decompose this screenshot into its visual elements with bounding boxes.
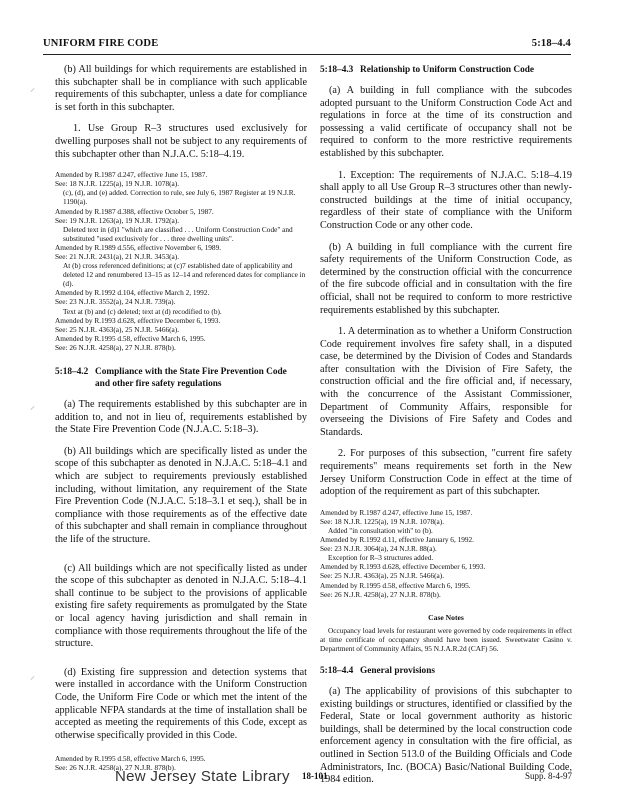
paragraph: (d) Existing fire suppression and detection systems that were installed in accordance with the Uniform Construction Code, the Uniform Fire Code or which met the intent of the applicable NFPA standards at the time of installation shall be accepted as meeting the requirements of this Code, except as otherwise specifically provided in this Code. — [55, 666, 307, 741]
paragraph: (b) All buildings for which requirements are established in this subchapter shall be in compliance with such applicable requirements of this subchapter, unless a date for compliance is set forth in this subchapter. — [55, 64, 307, 113]
amendment-line: Text at (b) and (c) deleted; text at (d) recodified to (b). — [63, 306, 222, 316]
amendment-line: See: 26 N.J.R. 4258(a), 27 N.J.R. 878(b). — [55, 342, 176, 352]
amendment-line: Amended by R.1995 d.58, effective March 6, 1995. — [55, 754, 206, 764]
amendment-line: See: 23 N.J.R. 3064(a), 24 N.J.R. 88(a). — [320, 544, 437, 554]
section-title: General provisions — [360, 666, 435, 677]
running-header — [43, 38, 571, 54]
amendment-line: Added "in consultation with" to (b). — [328, 526, 433, 535]
amendment-history — [320, 508, 572, 599]
case-notes-heading: Case Notes — [428, 612, 464, 622]
section-title: Relationship to Uniform Construction Code — [360, 65, 535, 75]
amendment-line: See: 26 N.J.R. 4258(a), 27 N.J.R. 878(b). — [55, 763, 176, 773]
paragraph: (c) All buildings which are not specifically listed as under the scope of this subchapter as denoted in N.J.A.C. 5:18–4.1 shall continue to be subject to the provisions of applicable existing fire safety requirements as promulgated by the State or local agency having jurisdiction and shall remain in compliance with those requirements throughout the life of the structure. — [55, 562, 307, 650]
amendment-line: Exception for R–3 structures added. — [328, 553, 434, 563]
amendment-line: See: 18 N.J.R. 1225(a), 19 N.J.R. 1078(a). — [55, 179, 180, 189]
section-number: 5:18–4.4 — [320, 666, 354, 677]
amendment-line: See: 25 N.J.R. 4363(a), 25 N.J.R. 5466(a). — [55, 324, 180, 334]
section-title-continued: and other fire safety regulations — [95, 379, 222, 390]
amendment-history — [55, 170, 307, 352]
margin-annotation-mark: ⸝ — [30, 401, 35, 412]
amendment-line: Amended by R.1995 d.58, effective March 6, 1995. — [320, 580, 471, 590]
amendment-line: See: 26 N.J.R. 4258(a), 27 N.J.R. 878(b). — [320, 589, 441, 599]
paragraph: 1. A determination as to whether a Uniform Construction Code requirement involves fire safety shall, in a disputed case, be determined by the Division of Codes and Standards after consultation with the Division of Fire Safety, the construction official and the fire official and, if necessary, with the concurrence of the Assistant Commissioner, Department of Community Affairs, responsible for overseeing the Divisions of Fire Safety and Codes and Standards. — [320, 326, 572, 438]
paragraph: (b) A building in full compliance with the current fire safety requirements of the Uniform Construction Code, as determined by the construction official with the concurrence of the fire subcode official and in consultation with the fire official, shall not be required to conform to more restrictive requirements established by this subchapter. — [320, 241, 572, 316]
amendment-line: See: 21 N.J.R. 2431(a), 21 N.J.R. 3453(a). — [55, 252, 180, 261]
paragraph: (b) All buildings which are specifically listed as under the scope of this subchapter as denoted in N.J.A.C. 5:18–4.1 and which are subject to requirements previously established including, without limitation, any requirement of the State Fire Prevention Code (N.J.A.C. 5:18–3.1 et seq.), shall be in compliance with those requirements as of the effective date of this subchapter and shall remain in compliance throughout the life of the structure. — [55, 445, 307, 545]
amendment-line: See: 25 N.J.R. 4363(a), 25 N.J.R. 5466(a). — [320, 571, 445, 581]
header-title: UNIFORM FIRE CODE — [43, 38, 159, 49]
paragraph: (a) The applicability of provisions of this subchapter to existing buildings or structures, identified or classified by the Federal, State or local government authority as historic buildings, shall be determined by the local construction code enforcement agency in consultation with the fire official, as outlined in Section 513.0 of the Building Officials and Code Administrators, Inc. (BOCA) Basic/National Building Code, 1984 edition. — [320, 686, 572, 786]
amendment-line: Amended by R.1987 d.247, effective June 15, 1987. — [320, 507, 473, 517]
paragraph: 1. Use Group R–3 structures used exclusively for dwelling purposes shall not be subject to any requirements of this subchapter other than N.J.A.C. 5:18–4.19. — [55, 123, 307, 160]
paragraph: (a) The requirements established by this subchapter are in addition to, and not in lieu of, requirements established by the State Fire Prevention Code (N.J.A.C. 5:18–3). — [55, 399, 307, 436]
paragraph: (a) A building in full compliance with the subcodes adopted pursuant to the Uniform Construction Code Act and regulations in force at the time of its construction and possessing a valid certificate of occupancy shall not be required to conform to the more restrictive requirements established by this subchapter. — [320, 85, 572, 159]
supplement-date: Supp. 8-4-97 — [525, 771, 572, 781]
amendment-line: Amended by R.1993 d.628, effective December 6, 1993. — [320, 562, 486, 572]
amendment-line: Amended by R.1995 d.58, effective March 6, 1995. — [55, 333, 206, 343]
amendment-line: Amended by R.1992 d.11, effective January 6, 1992. — [320, 535, 475, 545]
case-note: Occupancy load levels for restaurant were governed by code requirements in effect at time certificate of occupancy should have been issued. Sweetwater Casino v. Department of Community Affairs, 95 N.J.A.R.2d (CAF) 56. — [320, 625, 572, 653]
section-heading — [320, 665, 572, 677]
section-number: 5:18–4.2 — [55, 367, 89, 378]
section-heading — [55, 366, 307, 390]
page-number: 18-101 — [302, 771, 328, 781]
library-stamp: New Jersey State Library — [115, 768, 290, 785]
header-section-range: 5:18–4.4 — [531, 38, 571, 49]
amendment-line: See: 18 N.J.R. 1225(a), 19 N.J.R. 1078(a). — [320, 516, 445, 526]
left-column — [55, 64, 307, 786]
amendment-line: Deleted text in (d)1 "which are classified . . . Uniform Construction Code" and substituted "used exclusively for . . . three dwelling units". — [63, 224, 293, 243]
amendment-line: (c), (d), and (e) added. Correction to rule, see July 6, 1987 Register at 19 N.J.R. 1190(a). — [63, 188, 296, 207]
margin-annotation-mark: ⸝ — [30, 83, 35, 94]
amendment-line: Amended by R.1989 d.556, effective November 6, 1989. — [55, 242, 222, 252]
margin-annotation-mark: ⸝ — [30, 671, 35, 682]
amendment-line: See: 23 N.J.R. 3552(a), 24 N.J.R. 739(a). — [55, 297, 176, 307]
paragraph: 1. Exception: The requirements of N.J.A.C. 5:18–4.19 shall apply to all Use Group R–3 structures other than newly-constructed buildings at the time of initial occupancy, regardless of their state of compliance with the Uniform Construction Code or any other code. — [320, 169, 572, 231]
amendment-line: At (b) cross referenced definitions; at (c)7 established date of applicability and deleted 12 and renumbered 13–15 as 12–14 and referenced dates for compliance in (d). — [63, 261, 306, 289]
header-rule — [43, 54, 571, 55]
section-heading — [320, 64, 572, 76]
amendment-line: Amended by R.1993 d.628, effective December 6, 1993. — [55, 315, 221, 325]
amendment-line: See: 19 N.J.R. 1263(a), 19 N.J.R. 1792(a). — [55, 215, 180, 225]
amendment-line: Amended by R.1992 d.104, effective March 2, 1992. — [55, 288, 210, 298]
paragraph: 2. For purposes of this subsection, "current fire safety requirements" means requirements set forth in the New Jersey Uniform Construction Code in effect at the time of adoption of the requirement as part of this subchapter. — [320, 448, 572, 498]
right-column — [320, 64, 572, 796]
amendment-line: Amended by R.1987 d.388, effective October 5, 1987. — [55, 206, 214, 216]
section-number: 5:18–4.3 — [320, 65, 354, 75]
amendment-line: Amended by R.1987 d.247, effective June 15, 1987. — [55, 170, 208, 180]
section-title: Compliance with the State Fire Prevention Code — [95, 367, 287, 378]
